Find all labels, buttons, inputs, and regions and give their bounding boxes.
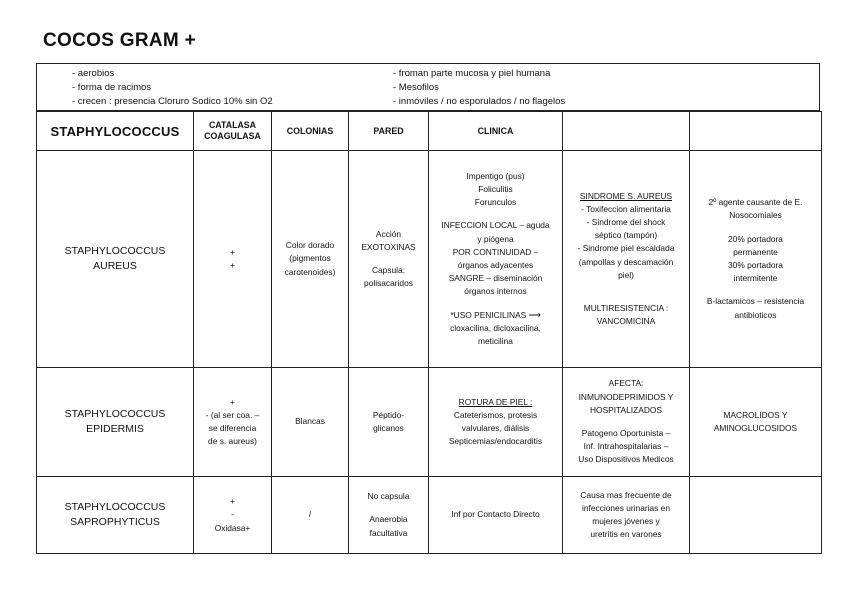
catalasa-cell <box>194 477 272 554</box>
cell-line: (pigmentos <box>289 253 331 264</box>
notes-left <box>72 67 273 108</box>
cell-line: STAPHYLOCOCCUS <box>64 501 166 513</box>
cell-line <box>693 223 818 233</box>
cell-line: (ampollas y descamación <box>578 256 674 267</box>
pared-cell <box>349 477 429 554</box>
cell-line: - (al ser coa. – <box>205 409 260 420</box>
cell-line: + <box>230 260 235 270</box>
cell-line: órganos internos <box>464 286 527 297</box>
cell-line: valvulares, diálisis <box>461 423 530 433</box>
cell-line: Causa mas frecuente de <box>580 489 672 500</box>
cell-line: Péptido- <box>372 409 405 420</box>
cell-line: Anaerobia <box>369 514 408 525</box>
cell-line <box>352 503 425 513</box>
cell-line: permanente <box>733 246 778 257</box>
cell-line: MULTIRESISTENCIA : <box>583 303 669 313</box>
epidemiology-cell <box>690 151 822 368</box>
header-clinica: CLINICA <box>429 112 563 151</box>
cell-line: 2º agente causante de E. <box>708 197 803 208</box>
cell-line: EXOTOXINAS <box>361 241 416 252</box>
header-row <box>37 112 822 151</box>
species-cell <box>37 151 194 368</box>
header-empty-7 <box>690 112 822 151</box>
row-epidermis <box>37 368 822 477</box>
cell-line: polisacaridos <box>364 278 413 289</box>
catalasa-cell <box>194 151 272 368</box>
note-line: - Mesofilos <box>393 81 439 93</box>
cell-line: STAPHYLOCOCCUS <box>64 408 166 420</box>
cell-line: B-lactamicos – resistencia <box>706 296 805 307</box>
cell-line <box>432 209 559 219</box>
cell-line: Capsula: <box>371 265 406 275</box>
cell-line <box>432 299 559 309</box>
clinica-cell <box>429 151 563 368</box>
row-aureus <box>37 151 822 368</box>
cell-line: Impentigo (pus) <box>466 170 525 181</box>
cell-line: INMUNODEPRIMIDOS Y <box>578 391 674 402</box>
cell-line: Nosocomiales <box>729 210 782 221</box>
general-notes-box <box>36 63 820 111</box>
clinica-cell <box>429 368 563 477</box>
cell-line <box>566 417 686 427</box>
cell-line: Septicemias/endocarditis <box>448 436 543 447</box>
cell-line: EPIDERMIS <box>86 423 144 435</box>
cell-line: antibioticos <box>734 309 777 320</box>
cell-line: + <box>230 246 235 257</box>
header-pared: PARED <box>349 112 429 151</box>
cell-line: carotenoides) <box>284 266 336 277</box>
pared-cell <box>349 368 429 477</box>
cell-line: No capsula <box>367 491 410 502</box>
cell-line: intermitente <box>733 273 778 284</box>
syndrome-cell <box>563 368 690 477</box>
cell-line: Inf. Intrahospitalarias – <box>583 441 669 452</box>
syndrome-heading: SINDROME S. AUREUS <box>579 190 673 201</box>
cell-line: Uso Dispositivos Medicos <box>578 454 674 465</box>
note-line: - forma de racimos <box>72 81 152 93</box>
cell-line: Oxidasa+ <box>214 522 251 533</box>
cell-line: y piógena <box>477 233 514 244</box>
cell-line: órganos adyacentes <box>457 260 534 270</box>
cell-line: - Sindrome piel escaldada <box>577 243 675 254</box>
cell-line: *USO PENICILINAS ⟶ <box>450 309 541 320</box>
page-title: COCOS GRAM + <box>43 30 196 51</box>
cell-line: séptico (tampón) <box>594 230 658 241</box>
clinica-heading: ROTURA DE PIEL : <box>458 396 533 407</box>
cell-line: Inf por Contacto Directo <box>451 509 540 520</box>
cell-line: Cateterismos, protesis <box>453 409 538 420</box>
row-saprophyticus <box>37 477 822 554</box>
cell-line: facultativa <box>369 527 408 538</box>
note-line: - aerobios <box>72 68 115 79</box>
cell-line: cloxacilina, dicloxacilina, <box>450 322 541 333</box>
epidemiology-cell <box>690 477 822 554</box>
header-genus: STAPHYLOCOCCUS <box>37 112 194 151</box>
cell-line: / <box>308 509 312 520</box>
cell-line: 20% portadora <box>728 233 783 244</box>
cell-line: + <box>230 396 235 407</box>
cell-line: de s. aureus) <box>208 436 257 447</box>
cell-line <box>566 282 686 292</box>
cell-line: meticilina <box>478 336 513 347</box>
epidemiology-cell <box>690 368 822 477</box>
syndrome-cell <box>563 477 690 554</box>
cell-line <box>352 254 425 264</box>
pared-cell <box>349 151 429 368</box>
cell-line: mujeres jóvenes y <box>592 516 660 526</box>
cell-line: Blancas <box>295 416 325 427</box>
syndrome-cell <box>563 151 690 368</box>
colonias-cell <box>272 477 349 554</box>
cell-line: POR CONTINUIDAD – <box>452 246 539 257</box>
header-colonias: COLONIAS <box>272 112 349 151</box>
catalasa-cell <box>194 368 272 477</box>
cell-line: se diferencia <box>208 423 257 433</box>
note-line: - froman parte mucosa y piel humana <box>393 68 551 79</box>
cell-line: piel) <box>618 269 634 280</box>
staphylococcus-table <box>36 111 822 554</box>
cell-line: AMINOGLUCOSIDOS <box>713 423 798 433</box>
cell-line: HOSPITALIZADOS <box>590 404 662 415</box>
notes-right <box>393 67 565 108</box>
header-catalasa-coagulasa: CATALASA COAGULASA <box>194 112 272 151</box>
cell-line: - Toxifeccion alimentaria <box>581 203 671 214</box>
species-cell <box>37 368 194 477</box>
cell-line: + <box>230 496 235 507</box>
cell-line: - <box>231 509 234 520</box>
cell-line: INFECCION LOCAL – aguda <box>441 220 550 231</box>
cell-line: Acción <box>375 228 402 239</box>
colonias-cell <box>272 368 349 477</box>
cell-line <box>693 285 818 295</box>
cell-line: VANCOMICINA <box>596 316 656 327</box>
cell-line: AUREUS <box>93 260 137 272</box>
cell-line: SAPROPHYTICUS <box>70 516 160 528</box>
cell-line: Patogeno Oportunista – <box>581 428 671 438</box>
cell-line: uretritis en varones <box>590 529 662 540</box>
cell-line: SANGRE – diseminación <box>448 273 543 284</box>
note-line: - crecen : presencia Cloruro Sodico 10% sin O2 <box>72 95 273 107</box>
cell-line: AFECTA: <box>608 378 644 389</box>
cell-line: - Sindrome del shock <box>586 216 666 227</box>
cell-line: STAPHYLOCOCCUS <box>64 245 166 257</box>
header-empty-6 <box>563 112 690 151</box>
note-line: - inmóviles / no esporulados / no flagelos <box>393 95 566 107</box>
cell-line <box>566 292 686 302</box>
cell-line: Color dorado <box>285 240 335 251</box>
cell-line: Foliculitis <box>478 183 513 194</box>
colonias-cell <box>272 151 349 368</box>
species-cell <box>37 477 194 554</box>
cell-line: infecciones urinarias en <box>582 502 670 513</box>
clinica-cell <box>429 477 563 554</box>
cell-line: 30% portadora <box>728 260 783 270</box>
cell-line: glicanos <box>373 423 404 433</box>
cell-line: Forunculos <box>474 197 517 208</box>
cell-line: MACROLIDOS Y <box>723 409 788 420</box>
